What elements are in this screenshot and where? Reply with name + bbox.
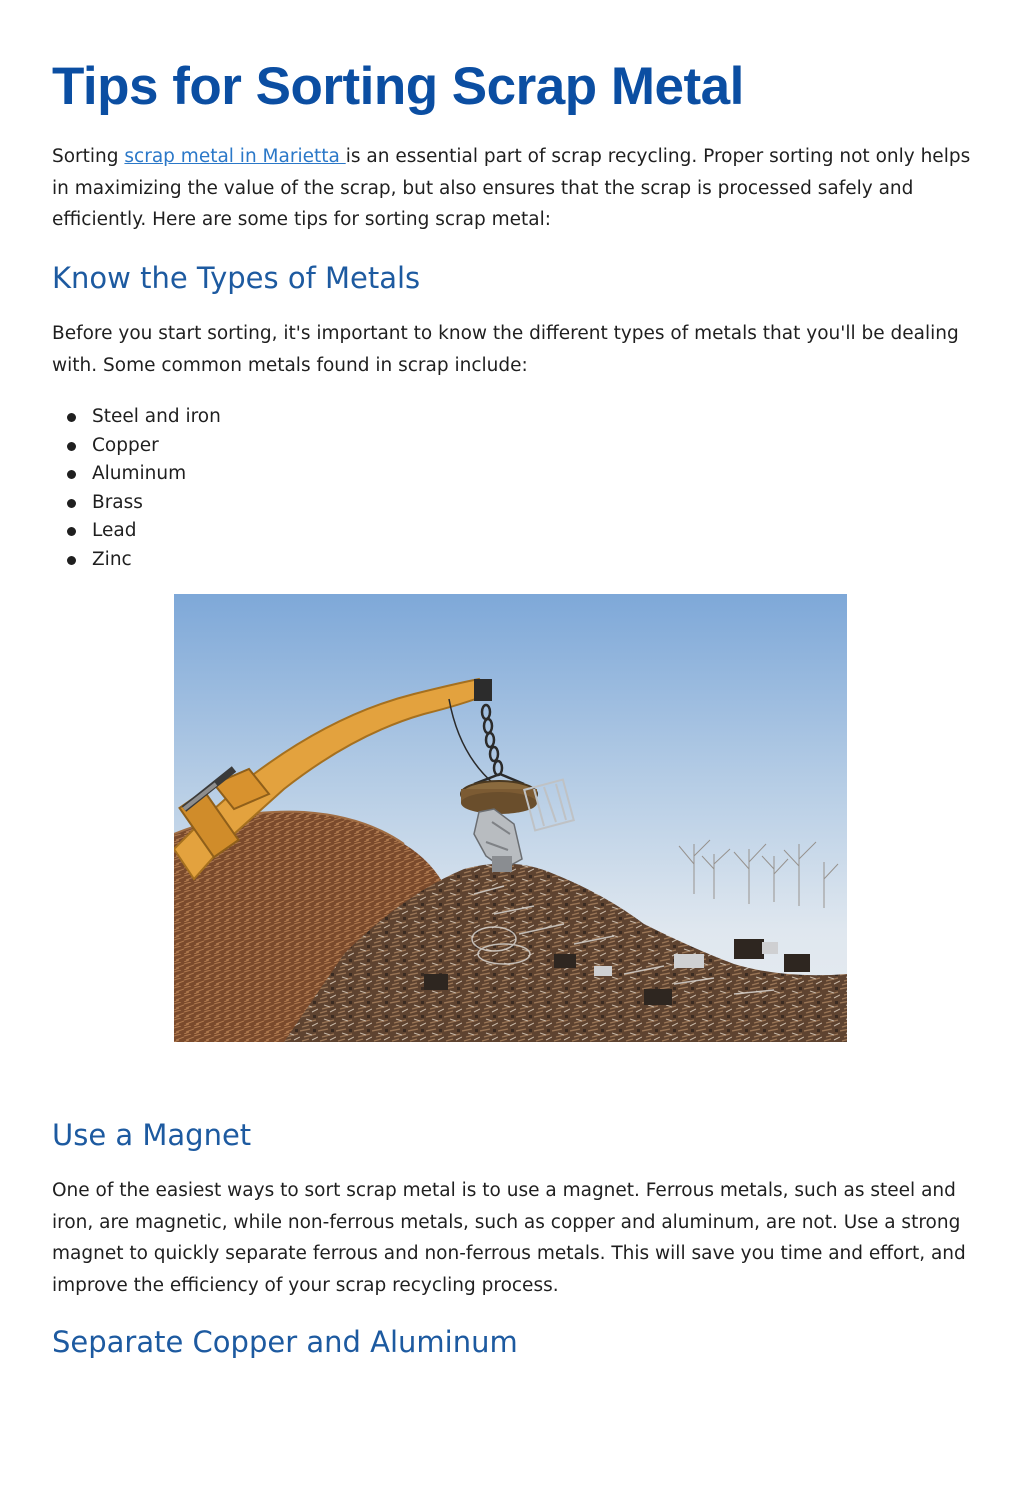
list-item-label: Lead	[92, 520, 137, 542]
list-item-label: Aluminum	[92, 463, 187, 485]
types-paragraph: Before you start sorting, it's important to know the different types of metals that you'll be dealing with. Some common metals found in scrap include:	[52, 323, 959, 376]
bullet-icon	[67, 527, 76, 536]
list-item	[52, 489, 221, 518]
list-item	[52, 432, 221, 461]
list-item	[52, 546, 221, 575]
intro-text-start: Sorting	[52, 146, 125, 167]
magnet-paragraph: One of the easiest ways to sort scrap metal is to use a magnet. Ferrous metals, such as steel and iron, are magnetic, while non-ferrous metals, such as copper and aluminum, are not. Use a strong magnet to quickly separate ferrous and non-ferrous metals. This will save you time and effort, and improve the efficiency of your scrap recycling process.	[52, 1180, 966, 1296]
section-heading-types: Know the Types of Metals	[52, 261, 421, 295]
list-item	[52, 403, 221, 432]
intro-paragraph	[52, 141, 972, 236]
list-item-label: Copper	[92, 434, 159, 456]
scrap-yard-illustration	[174, 594, 847, 1042]
intro-text-end: is an essential part of scrap recycling. Proper sorting not only helps in maximizing the value of the scrap, but also ensures that the scrap is processed safely and efficiently. Here are some tips for sorting scrap metal:	[52, 146, 971, 230]
bullet-icon	[67, 413, 76, 422]
list-item	[52, 460, 221, 489]
bullet-icon	[67, 442, 76, 451]
list-item	[52, 517, 221, 546]
bullet-icon	[67, 556, 76, 565]
list-item-label: Zinc	[92, 548, 132, 570]
scrap-yard-photo	[174, 594, 847, 1042]
scrap-metal-marietta-link[interactable]: scrap metal in Marietta	[124, 146, 346, 167]
list-item-label: Steel and iron	[92, 406, 221, 427]
bullet-icon	[67, 499, 76, 508]
section-heading-copper-aluminum: Separate Copper and Aluminum	[52, 1325, 518, 1359]
list-item-label: Brass	[92, 491, 143, 513]
metal-types-list	[52, 403, 221, 575]
page-title: Tips for Sorting Scrap Metal	[52, 57, 744, 116]
section-heading-magnet: Use a Magnet	[52, 1118, 252, 1152]
bullet-icon	[67, 470, 76, 479]
